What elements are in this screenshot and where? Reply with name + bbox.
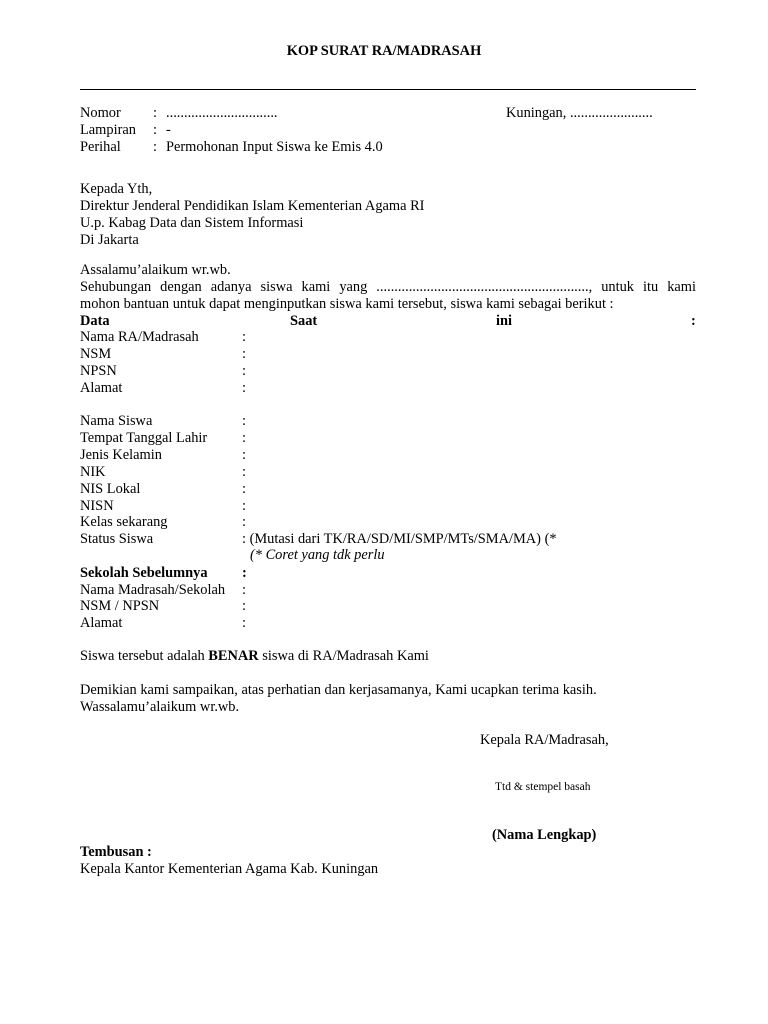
field-colon: : bbox=[242, 565, 247, 581]
field-label: Nama Madrasah/Sekolah bbox=[80, 582, 226, 598]
closing-line: Wassalamu’alaikum wr.wb. bbox=[80, 699, 240, 715]
field-label: NPSN bbox=[80, 363, 117, 379]
field-colon: : bbox=[242, 380, 246, 396]
field-label: Alamat bbox=[80, 380, 123, 396]
perihal-label: Perihal bbox=[80, 139, 121, 155]
recipient-line: Di Jakarta bbox=[80, 232, 139, 248]
field-colon: : bbox=[242, 514, 246, 530]
field-label: NIS Lokal bbox=[80, 481, 141, 497]
statement-suffix: siswa di RA/Madrasah Kami bbox=[258, 648, 429, 664]
data-heading-word: ini bbox=[496, 313, 512, 329]
statement-line bbox=[80, 648, 429, 665]
field-colon: : bbox=[242, 481, 246, 497]
nomor-label: Nomor bbox=[80, 105, 121, 121]
field-colon: : bbox=[242, 363, 246, 379]
statement-prefix: Siswa tersebut adalah bbox=[80, 648, 209, 664]
field-colon: : bbox=[242, 430, 246, 446]
lampiran-colon: : bbox=[153, 122, 157, 138]
signature-position: Kepala RA/Madrasah, bbox=[480, 732, 609, 748]
field-label: NSM / NPSN bbox=[80, 598, 160, 614]
perihal-colon: : bbox=[153, 139, 157, 155]
status-siswa-options: : (Mutasi dari TK/RA/SD/MI/SMP/MTs/SMA/MA) (* bbox=[242, 531, 557, 547]
cc-recipient: Kepala Kantor Kementerian Agama Kab. Kuningan bbox=[80, 861, 379, 877]
letterhead-divider bbox=[80, 89, 696, 90]
signature-note: Ttd & stempel basah bbox=[495, 781, 591, 793]
greeting: Assalamu’alaikum wr.wb. bbox=[80, 262, 231, 278]
signature-name: (Nama Lengkap) bbox=[492, 827, 597, 843]
lampiran-label: Lampiran bbox=[80, 122, 136, 138]
field-colon: : bbox=[242, 582, 246, 598]
field-colon: : bbox=[242, 329, 246, 345]
field-colon: : bbox=[242, 598, 246, 614]
previous-school-heading: Sekolah Sebelumnya bbox=[80, 565, 208, 581]
field-label: Status Siswa bbox=[80, 531, 154, 547]
field-label: NIK bbox=[80, 464, 106, 480]
nomor-value: ............................... bbox=[166, 105, 278, 121]
field-colon: : bbox=[242, 447, 246, 463]
status-note: (* Coret yang tdk perlu bbox=[250, 547, 385, 563]
intro-paragraph-line: mohon bantuan untuk dapat menginputkan siswa kami tersebut, siswa kami sebagai berikut : bbox=[80, 296, 614, 312]
field-label: Nama RA/Madrasah bbox=[80, 329, 199, 345]
nomor-colon: : bbox=[153, 105, 157, 121]
data-heading-word: Saat bbox=[290, 313, 318, 329]
data-heading-word: Data bbox=[80, 313, 110, 329]
field-label: NSM bbox=[80, 346, 112, 362]
letterhead-title: KOP SURAT RA/MADRASAH bbox=[286, 43, 482, 59]
statement-emphasis: BENAR bbox=[208, 648, 259, 664]
closing-line: Demikian kami sampaikan, atas perhatian dan kerjasamanya, Kami ucapkan terima kasih. bbox=[80, 682, 597, 698]
place-date: Kuningan, ....................... bbox=[506, 105, 653, 121]
field-label: Nama Siswa bbox=[80, 413, 153, 429]
recipient-line: Direktur Jenderal Pendidikan Islam Kementerian Agama RI bbox=[80, 198, 425, 214]
field-colon: : bbox=[242, 413, 246, 429]
field-colon: : bbox=[242, 498, 246, 514]
lampiran-value: - bbox=[166, 122, 171, 138]
intro-paragraph-line: Sehubungan dengan adanya siswa kami yang ..........................................................., untuk itu kami bbox=[80, 279, 696, 295]
field-colon: : bbox=[242, 615, 246, 631]
cc-heading: Tembusan : bbox=[80, 844, 152, 860]
field-label: NISN bbox=[80, 498, 114, 514]
field-label: Kelas sekarang bbox=[80, 514, 168, 530]
field-colon: : bbox=[242, 346, 246, 362]
data-heading-colon: : bbox=[691, 313, 696, 329]
field-label: Alamat bbox=[80, 615, 123, 631]
field-label: Jenis Kelamin bbox=[80, 447, 162, 463]
recipient-line: U.p. Kabag Data dan Sistem Informasi bbox=[80, 215, 304, 231]
field-colon: : bbox=[242, 464, 246, 480]
recipient-line: Kepada Yth, bbox=[80, 181, 153, 197]
perihal-value: Permohonan Input Siswa ke Emis 4.0 bbox=[166, 139, 383, 155]
field-label: Tempat Tanggal Lahir bbox=[80, 430, 208, 446]
